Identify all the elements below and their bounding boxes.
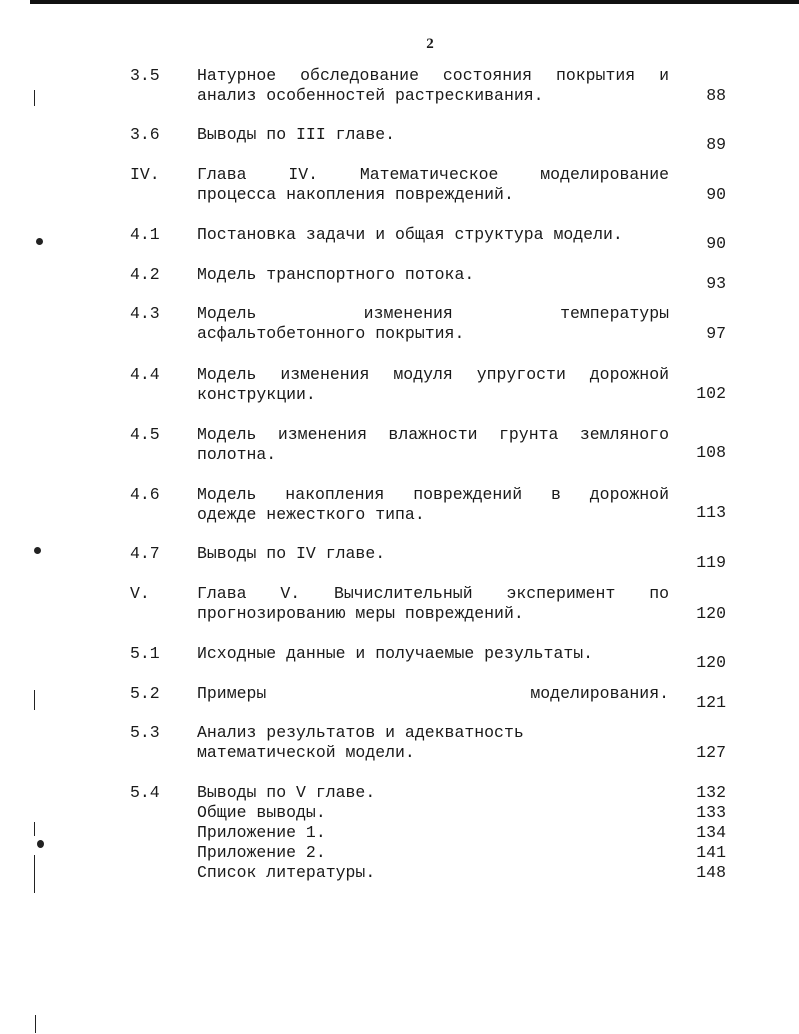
toc-entry-title: [197, 723, 669, 763]
toc-entry-title: [197, 843, 669, 863]
toc-entry-title: [197, 485, 669, 525]
scan-speck: [36, 238, 43, 245]
toc-entry-title-line: Модель изменения влажности грунта земляного: [197, 425, 669, 444]
toc-entry-page: 102: [696, 384, 726, 403]
toc-entry-page: 132: [696, 783, 726, 802]
toc-entry-page: 90: [706, 185, 726, 204]
toc-entry-title-line: анализ особенностей растрескивания.: [197, 86, 544, 105]
toc-entry-title: [197, 304, 669, 344]
toc-entry-number: 5.3: [130, 723, 160, 742]
scan-top-edge-rule: [30, 0, 799, 4]
toc-entry-page: 89: [706, 135, 726, 154]
toc-entry-number: 4.7: [130, 544, 160, 563]
toc-entry-page: 134: [696, 823, 726, 842]
scan-mark: [34, 90, 35, 106]
toc-entry-title-line: Натурное обследование состояния покрытия и: [197, 66, 669, 85]
toc-entry-title-line: конструкции.: [197, 385, 316, 404]
scan-speck: [37, 840, 44, 848]
toc-entry-title-line: Приложение 2.: [197, 843, 326, 862]
toc-entry-number: 4.3: [130, 304, 160, 323]
scan-mark: [34, 822, 35, 836]
page-number: 2: [426, 36, 434, 52]
toc-entry-title-line: Модель транспортного потока.: [197, 265, 475, 284]
toc-entry-page: 148: [696, 863, 726, 882]
toc-entry-title-line: Приложение 1.: [197, 823, 326, 842]
toc-entry-title-line: Глава IV. Математическое моделирование: [197, 165, 669, 184]
toc-entry-number: 4.4: [130, 365, 160, 384]
toc-entry-title-line: Модель изменения температуры: [197, 304, 669, 323]
toc-entry-title-line: Анализ результатов и адекватность: [197, 723, 524, 742]
toc-entry-page: 133: [696, 803, 726, 822]
toc-entry-title-line: Модель изменения модуля упругости дорожной: [197, 365, 669, 384]
scan-mark: [34, 855, 35, 893]
toc-entry-number: 3.5: [130, 66, 160, 85]
toc-entry-page: 88: [706, 86, 726, 105]
scan-speck: [34, 547, 41, 554]
toc-entry-title-line: Выводы по IV главе.: [197, 544, 386, 563]
toc-entry-title-line: Глава V. Вычислительный эксперимент по: [197, 584, 669, 603]
toc-entry-number: 5.4: [130, 783, 160, 802]
toc-entry-title-line: Список литературы.: [197, 863, 376, 882]
toc-entry-title-line: Выводы по III главе.: [197, 125, 396, 144]
toc-entry-number: IV.: [130, 165, 160, 184]
toc-entry-title: [197, 544, 669, 564]
toc-entry-page: 93: [706, 274, 726, 293]
toc-entry-title: [197, 265, 669, 285]
toc-entry-number: 5.2: [130, 684, 160, 703]
toc-entry-page: 120: [696, 604, 726, 623]
toc-entry-number: 5.1: [130, 644, 160, 663]
toc-entry-number: 4.2: [130, 265, 160, 284]
toc-entry-page: 127: [696, 743, 726, 762]
toc-entry-page: 121: [696, 693, 726, 712]
toc-entry-title: [197, 803, 669, 823]
toc-entry-title-line: прогнозированию меры повреждений.: [197, 604, 524, 623]
toc-entry-number: 4.5: [130, 425, 160, 444]
toc-entry-title: [197, 823, 669, 843]
toc-entry-page: 97: [706, 324, 726, 343]
toc-entry-number: 4.1: [130, 225, 160, 244]
toc-entry-page: 90: [706, 234, 726, 253]
toc-entry-page: 113: [696, 503, 726, 522]
toc-entry-title-line: процесса накопления повреждений.: [197, 185, 514, 204]
toc-entry-title: [197, 584, 669, 624]
toc-entry-page: 120: [696, 653, 726, 672]
toc-entry-title-line: Выводы по V главе.: [197, 783, 376, 802]
toc-entry-title: [197, 684, 669, 704]
toc-entry-title-line: одежде нежесткого типа.: [197, 505, 425, 524]
toc-entry-title: [197, 783, 669, 803]
toc-entry-number: 4.6: [130, 485, 160, 504]
scan-mark: [35, 1015, 36, 1033]
toc-entry-number: 3.6: [130, 125, 160, 144]
toc-entry-title-line: полотна.: [197, 445, 277, 464]
toc-entry-title-line: математической модели.: [197, 743, 415, 762]
toc-entry-title: [197, 66, 669, 106]
toc-entry-title: [197, 365, 669, 405]
toc-entry-title: [197, 863, 669, 883]
toc-entry-page: 108: [696, 443, 726, 462]
toc-entry-title: [197, 225, 669, 245]
toc-entry-page: 141: [696, 843, 726, 862]
toc-entry-title-line: Модель накопления повреждений в дорожной: [197, 485, 669, 504]
toc-entry-title: [197, 125, 669, 145]
toc-entry-title-line: Исходные данные и получаемые результаты.: [197, 644, 594, 663]
toc-entry-title: [197, 644, 669, 664]
scan-mark: [34, 690, 35, 710]
toc-entry-page: 119: [696, 553, 726, 572]
toc-entry-title-line: Примеры моделирования.: [197, 684, 669, 703]
toc-entry-title-line: Общие выводы.: [197, 803, 326, 822]
toc-entry-title-line: асфальтобетонного покрытия.: [197, 324, 465, 343]
toc-entry-title-line: Постановка задачи и общая структура модели.: [197, 225, 623, 244]
toc-entry-title: [197, 165, 669, 205]
toc-entry-title: [197, 425, 669, 465]
toc-entry-number: V.: [130, 584, 150, 603]
